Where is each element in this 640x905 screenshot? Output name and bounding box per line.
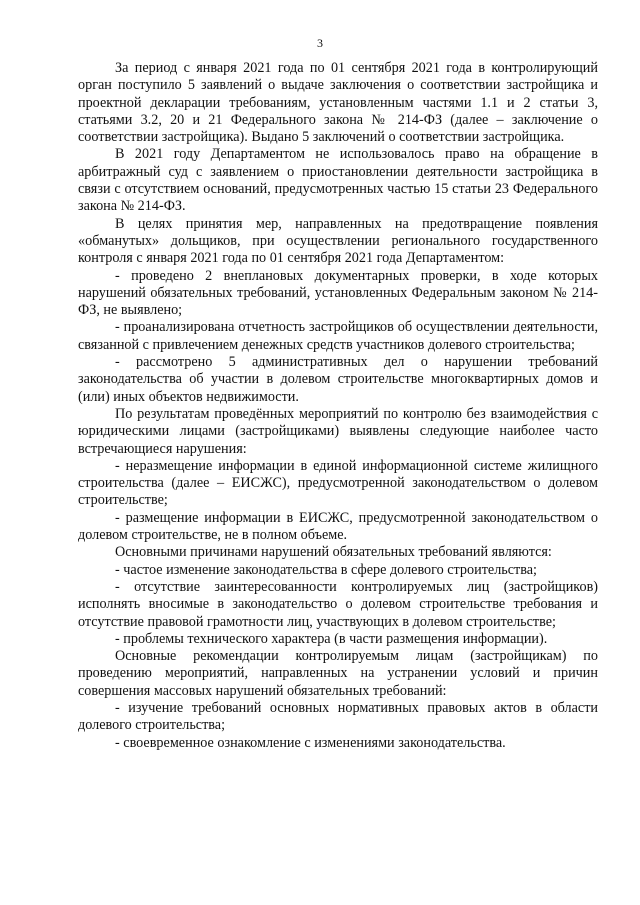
list-item-violation-non-posting: - неразмещение информации в единой информационной системе жилищного строительства (далее – ЕИСЖС), предусмотренной законодательством о долевом строительстве; bbox=[78, 457, 598, 509]
paragraph-applications: За период с января 2021 года по 01 сентября 2021 года в контролирующий орган поступило 5 заявлений о выдаче заключения о соответствии застройщика и проектной декларации требованиям, установленным частями 1.1 и 2 статьи 3, статьями 3.2, 20 и 21 Федерального закона № 214-ФЗ (далее – заключение о соответствии застройщика). Выдано 5 заключений о соответствии застройщика. bbox=[78, 60, 598, 146]
page-number: 3 bbox=[317, 36, 323, 50]
list-item-administrative-cases: - рассмотрено 5 административных дел о нарушении требований законодательства об участии в долевом строительстве многоквартирных домов и (или) иных объектов недвижимости. bbox=[78, 354, 598, 405]
list-item-recommendation-study: - изучение требований основных нормативных правовых актов в области долевого строительства; bbox=[78, 699, 598, 734]
list-item-reporting-analysis: - проанализирована отчетность застройщиков об осуществлении деятельности, связанной с привлечением денежных средств участников долевого строительства; bbox=[78, 319, 598, 353]
list-item-recommendation-updates: - своевременное ознакомление с изменениями законодательства. bbox=[115, 734, 506, 751]
paragraph-arbitration: В 2021 году Департаментом не использовалось право на обращение в арбитражный суд с заявлением о приостановлении деятельности застройщика в связи с отсутствием оснований, предусмотренных частью 15 статьи 23 Федерального закона № 214-ФЗ. bbox=[78, 146, 598, 215]
list-item-cause-legislation-changes: - частое изменение законодательства в сфере долевого строительства; bbox=[115, 561, 537, 578]
list-item-cause-technical: - проблемы технического характера (в части размещения информации). bbox=[115, 630, 548, 647]
list-item-violation-incomplete: - размещение информации в ЕИСЖС, предусмотренной законодательством о долевом строительстве, не в полном объеме. bbox=[78, 509, 598, 544]
paragraph-measures-intro: В целях принятия мер, направленных на предотвращение появления «обманутых» дольщиков, при осуществлении регионального государственного контроля с января 2021 года по 01 сентября 2021 года Департаментом: bbox=[78, 215, 598, 267]
paragraph-violations-intro: По результатам проведённых мероприятий по контролю без взаимодействия с юридическими лицами (застройщиками) выявлены следующие наиболее часто встречающиеся нарушения: bbox=[78, 405, 598, 457]
paragraph-causes-intro: Основными причинами нарушений обязательных требований являются: bbox=[115, 544, 552, 561]
list-item-cause-lack-of-interest: - отсутствие заинтересованности контролируемых лиц (застройщиков) исполнять вносимые в законодательство о долевом строительстве требования и отсутствие правовой грамотности лиц, участвующих в долевом строительстве; bbox=[78, 578, 598, 630]
paragraph-recommendations-intro: Основные рекомендации контролируемым лицам (застройщикам) по проведению мероприятий, направленных на устранении условий и причин совершения массовых нарушений обязательных требований: bbox=[78, 648, 598, 699]
list-item-inspections: - проведено 2 внеплановых документарных проверки, в ходе которых нарушений обязательных требований, установленных Федеральным законом № 214-ФЗ, не выявлено; bbox=[78, 267, 598, 319]
document-body bbox=[78, 60, 598, 752]
